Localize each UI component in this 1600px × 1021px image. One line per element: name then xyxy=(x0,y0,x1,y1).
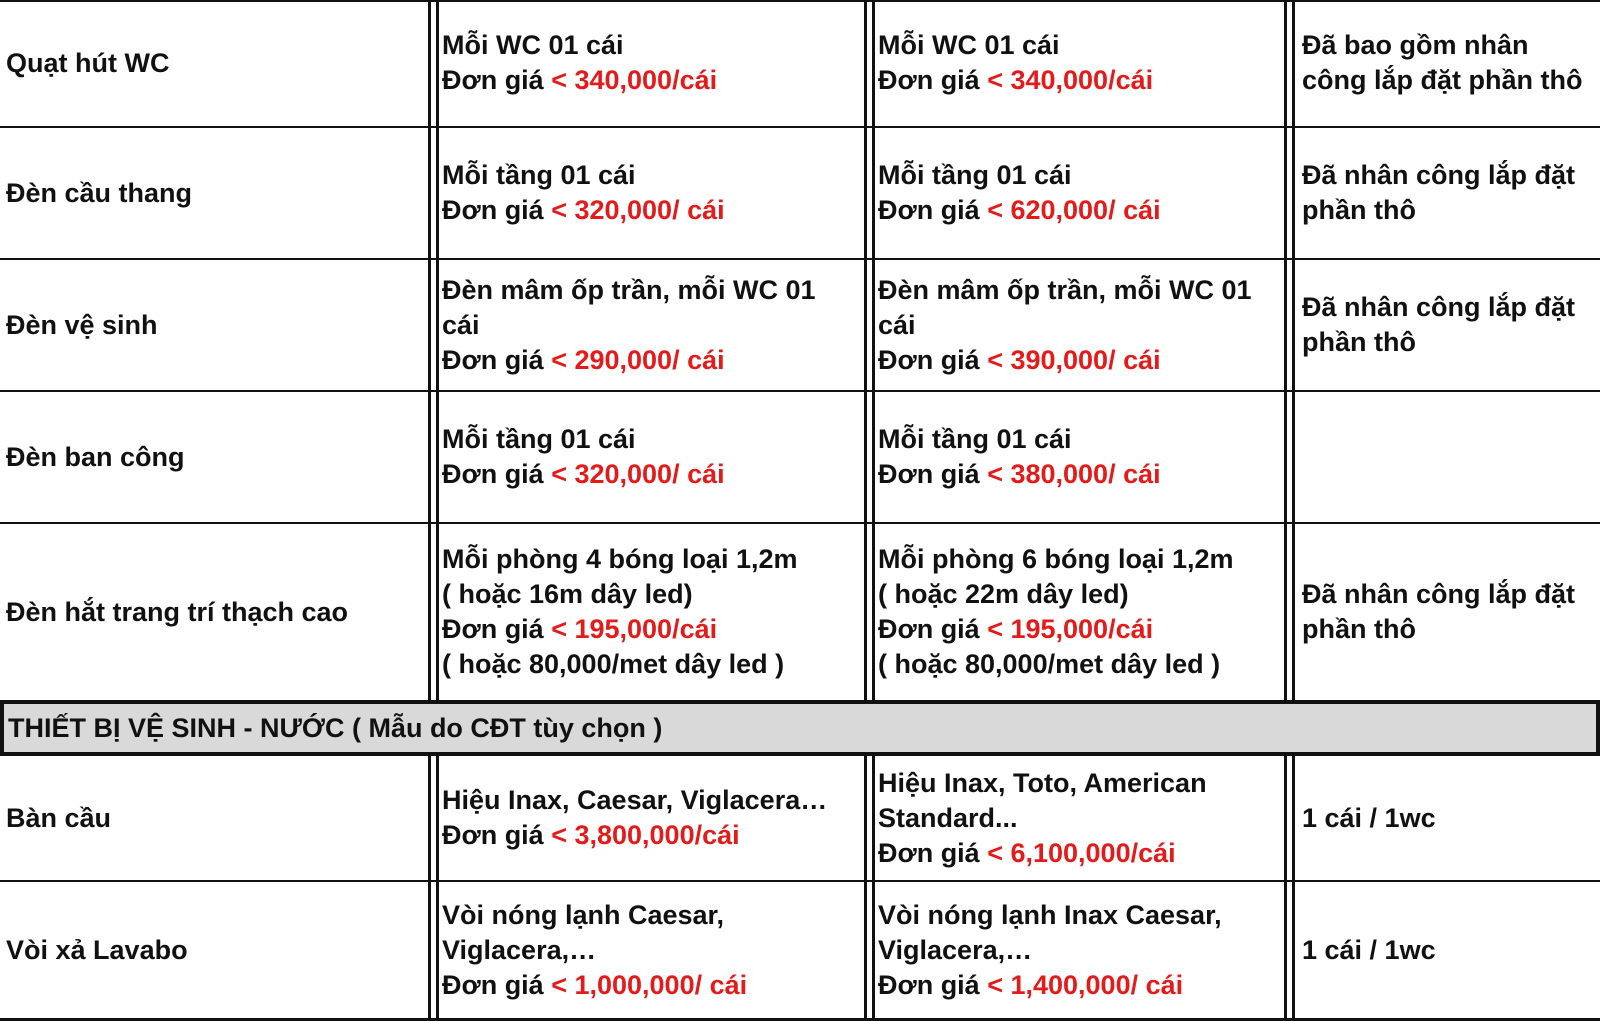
basic-desc-line: cái xyxy=(442,309,480,340)
basic-package-cell xyxy=(436,128,866,258)
basic-price-line xyxy=(442,343,866,378)
premium-desc-line: cái xyxy=(878,309,916,340)
basic-price: < 320,000/ cái xyxy=(551,459,725,489)
price-label: Đơn giá xyxy=(878,837,980,868)
premium-desc-line: Viglacera,… xyxy=(878,934,1033,965)
premium-price: < 340,000/cái xyxy=(987,65,1154,95)
premium-desc-line: Mỗi tầng 01 cái xyxy=(878,424,1072,454)
basic-price-line xyxy=(442,818,866,853)
price-label: Đơn giá xyxy=(442,820,544,850)
basic-desc-line: Mỗi tầng 01 cái xyxy=(442,424,636,454)
premium-price-line xyxy=(878,836,1290,871)
note-line: công lắp đặt phần thô xyxy=(1302,65,1583,95)
premium-package-cell xyxy=(872,524,1290,700)
note-cell xyxy=(1296,882,1600,1018)
premium-price: < 390,000/ cái xyxy=(987,344,1161,375)
item-name: Bàn cầu xyxy=(6,802,112,833)
item-name: Đèn hắt trang trí thạch cao xyxy=(6,596,349,627)
price-label: Đơn giá xyxy=(442,969,552,1000)
note-line: 1 cái / 1wc xyxy=(1302,802,1436,833)
price-label: Đơn giá xyxy=(878,65,988,95)
item-name-cell xyxy=(0,882,430,1018)
item-name: Đèn cầu thang xyxy=(6,177,193,208)
basic-package-cell xyxy=(436,756,866,880)
note-line: Đã nhân công lắp đặt xyxy=(1302,160,1576,190)
basic-price: < 320,000/ cái xyxy=(551,195,725,225)
item-name-cell xyxy=(0,756,430,880)
premium-desc-line: Hiệu Inax, Toto, American xyxy=(878,767,1207,798)
premium-desc-line: Mỗi tầng 01 cái xyxy=(878,160,1072,190)
table-row xyxy=(0,882,1600,1021)
section-title: THIẾT BỊ VỆ SINH - NƯỚC ( Mẫu do CĐT tùy chọn ) xyxy=(8,712,663,743)
basic-price: < 290,000/ cái xyxy=(551,344,725,375)
note-line: phần thô xyxy=(1302,195,1416,225)
premium-package-cell xyxy=(872,260,1290,390)
item-name-cell xyxy=(0,524,430,700)
table-row xyxy=(0,756,1600,882)
basic-price-line xyxy=(442,193,866,228)
column-divider xyxy=(864,0,867,1021)
price-label: Đơn giá xyxy=(442,614,544,644)
table-row xyxy=(0,392,1600,524)
premium-desc-line: ( hoặc 22m dây led) xyxy=(878,579,1129,609)
basic-desc-line: Mỗi WC 01 cái xyxy=(442,30,624,60)
column-divider xyxy=(872,0,875,1021)
note-line: phần thô xyxy=(1302,614,1416,644)
premium-extra-line: ( hoặc 80,000/met dây led ) xyxy=(878,649,1221,679)
column-divider xyxy=(1284,0,1287,1021)
price-label: Đơn giá xyxy=(878,459,988,489)
note-line: 1 cái / 1wc xyxy=(1302,934,1436,965)
note-cell xyxy=(1296,128,1600,258)
basic-extra-line: ( hoặc 80,000/met dây led ) xyxy=(442,649,785,679)
premium-package-cell xyxy=(872,0,1290,126)
table-row xyxy=(0,0,1600,128)
note-cell xyxy=(1296,756,1600,880)
basic-price-line xyxy=(442,612,866,647)
table-row xyxy=(0,524,1600,700)
basic-package-cell xyxy=(436,882,866,1018)
premium-desc-line: Standard... xyxy=(878,802,1018,833)
basic-desc-line: Hiệu Inax, Caesar, Viglacera… xyxy=(442,785,828,815)
basic-desc-line: Vòi nóng lạnh Caesar, xyxy=(442,899,725,930)
note-line: phần thô xyxy=(1302,327,1416,357)
basic-price: < 340,000/cái xyxy=(551,65,718,95)
premium-package-cell xyxy=(872,128,1290,258)
basic-price-line xyxy=(442,63,866,98)
basic-package-cell xyxy=(436,260,866,390)
note-cell xyxy=(1296,524,1600,700)
premium-price-line xyxy=(878,63,1290,98)
price-label: Đơn giá xyxy=(442,344,552,375)
item-name: Quạt hút WC xyxy=(6,47,170,78)
basic-desc-line: Đèn mâm ốp trần, mỗi WC 01 xyxy=(442,274,816,305)
note-cell xyxy=(1296,392,1600,522)
price-label: Đơn giá xyxy=(878,195,988,225)
price-label: Đơn giá xyxy=(442,195,552,225)
basic-package-cell xyxy=(436,392,866,522)
basic-desc-line: Viglacera,… xyxy=(442,934,597,965)
premium-desc-line: Mỗi phòng 6 bóng loại 1,2m xyxy=(878,544,1234,574)
column-divider xyxy=(436,0,439,1021)
premium-package-cell xyxy=(872,882,1290,1018)
item-name-cell xyxy=(0,128,430,258)
basic-price-line xyxy=(442,968,866,1003)
basic-desc-line: Mỗi phòng 4 bóng loại 1,2m xyxy=(442,544,798,574)
note-line: Đã nhân công lắp đặt xyxy=(1302,292,1576,322)
note-line: Đã nhân công lắp đặt xyxy=(1302,579,1576,609)
premium-price: < 1,400,000/ cái xyxy=(987,969,1184,1000)
premium-price: < 6,100,000/cái xyxy=(979,837,1176,868)
price-label: Đơn giá xyxy=(878,614,980,644)
basic-desc-line: ( hoặc 16m dây led) xyxy=(442,579,693,609)
item-name-cell xyxy=(0,260,430,390)
item-name: Vòi xả Lavabo xyxy=(6,934,188,965)
price-label: Đơn giá xyxy=(442,65,552,95)
basic-price: < 195,000/cái xyxy=(543,614,718,644)
premium-price: < 620,000/ cái xyxy=(987,195,1161,225)
price-label: Đơn giá xyxy=(442,459,552,489)
premium-price-line xyxy=(878,457,1290,492)
basic-desc-line: Mỗi tầng 01 cái xyxy=(442,160,636,190)
premium-desc-line: Vòi nóng lạnh Inax Caesar, xyxy=(878,899,1222,930)
premium-package-cell xyxy=(872,756,1290,880)
premium-price-line xyxy=(878,193,1290,228)
basic-price-line xyxy=(442,457,866,492)
item-name-cell xyxy=(0,392,430,522)
price-label: Đơn giá xyxy=(878,344,988,375)
basic-price: < 3,800,000/cái xyxy=(543,820,740,850)
item-name: Đèn ban công xyxy=(6,441,185,472)
note-line: Đã bao gồm nhân xyxy=(1302,30,1529,60)
price-label: Đơn giá xyxy=(878,969,988,1000)
premium-price-line xyxy=(878,612,1290,647)
premium-price-line xyxy=(878,343,1290,378)
item-name-cell xyxy=(0,0,430,126)
premium-price-line xyxy=(878,968,1290,1003)
note-cell xyxy=(1296,0,1600,126)
column-divider xyxy=(1292,0,1295,1021)
premium-price: < 195,000/cái xyxy=(979,614,1154,644)
basic-price: < 1,000,000/ cái xyxy=(551,969,748,1000)
premium-package-cell xyxy=(872,392,1290,522)
premium-desc-line: Mỗi WC 01 cái xyxy=(878,30,1060,60)
note-cell xyxy=(1296,260,1600,390)
table-row xyxy=(0,260,1600,392)
table-row xyxy=(0,128,1600,260)
section-header xyxy=(0,700,1600,756)
item-name: Đèn vệ sinh xyxy=(6,309,158,340)
column-divider xyxy=(428,0,431,1021)
premium-desc-line: Đèn mâm ốp trần, mỗi WC 01 xyxy=(878,274,1252,305)
basic-package-cell xyxy=(436,0,866,126)
premium-price: < 380,000/ cái xyxy=(987,459,1161,489)
basic-package-cell xyxy=(436,524,866,700)
